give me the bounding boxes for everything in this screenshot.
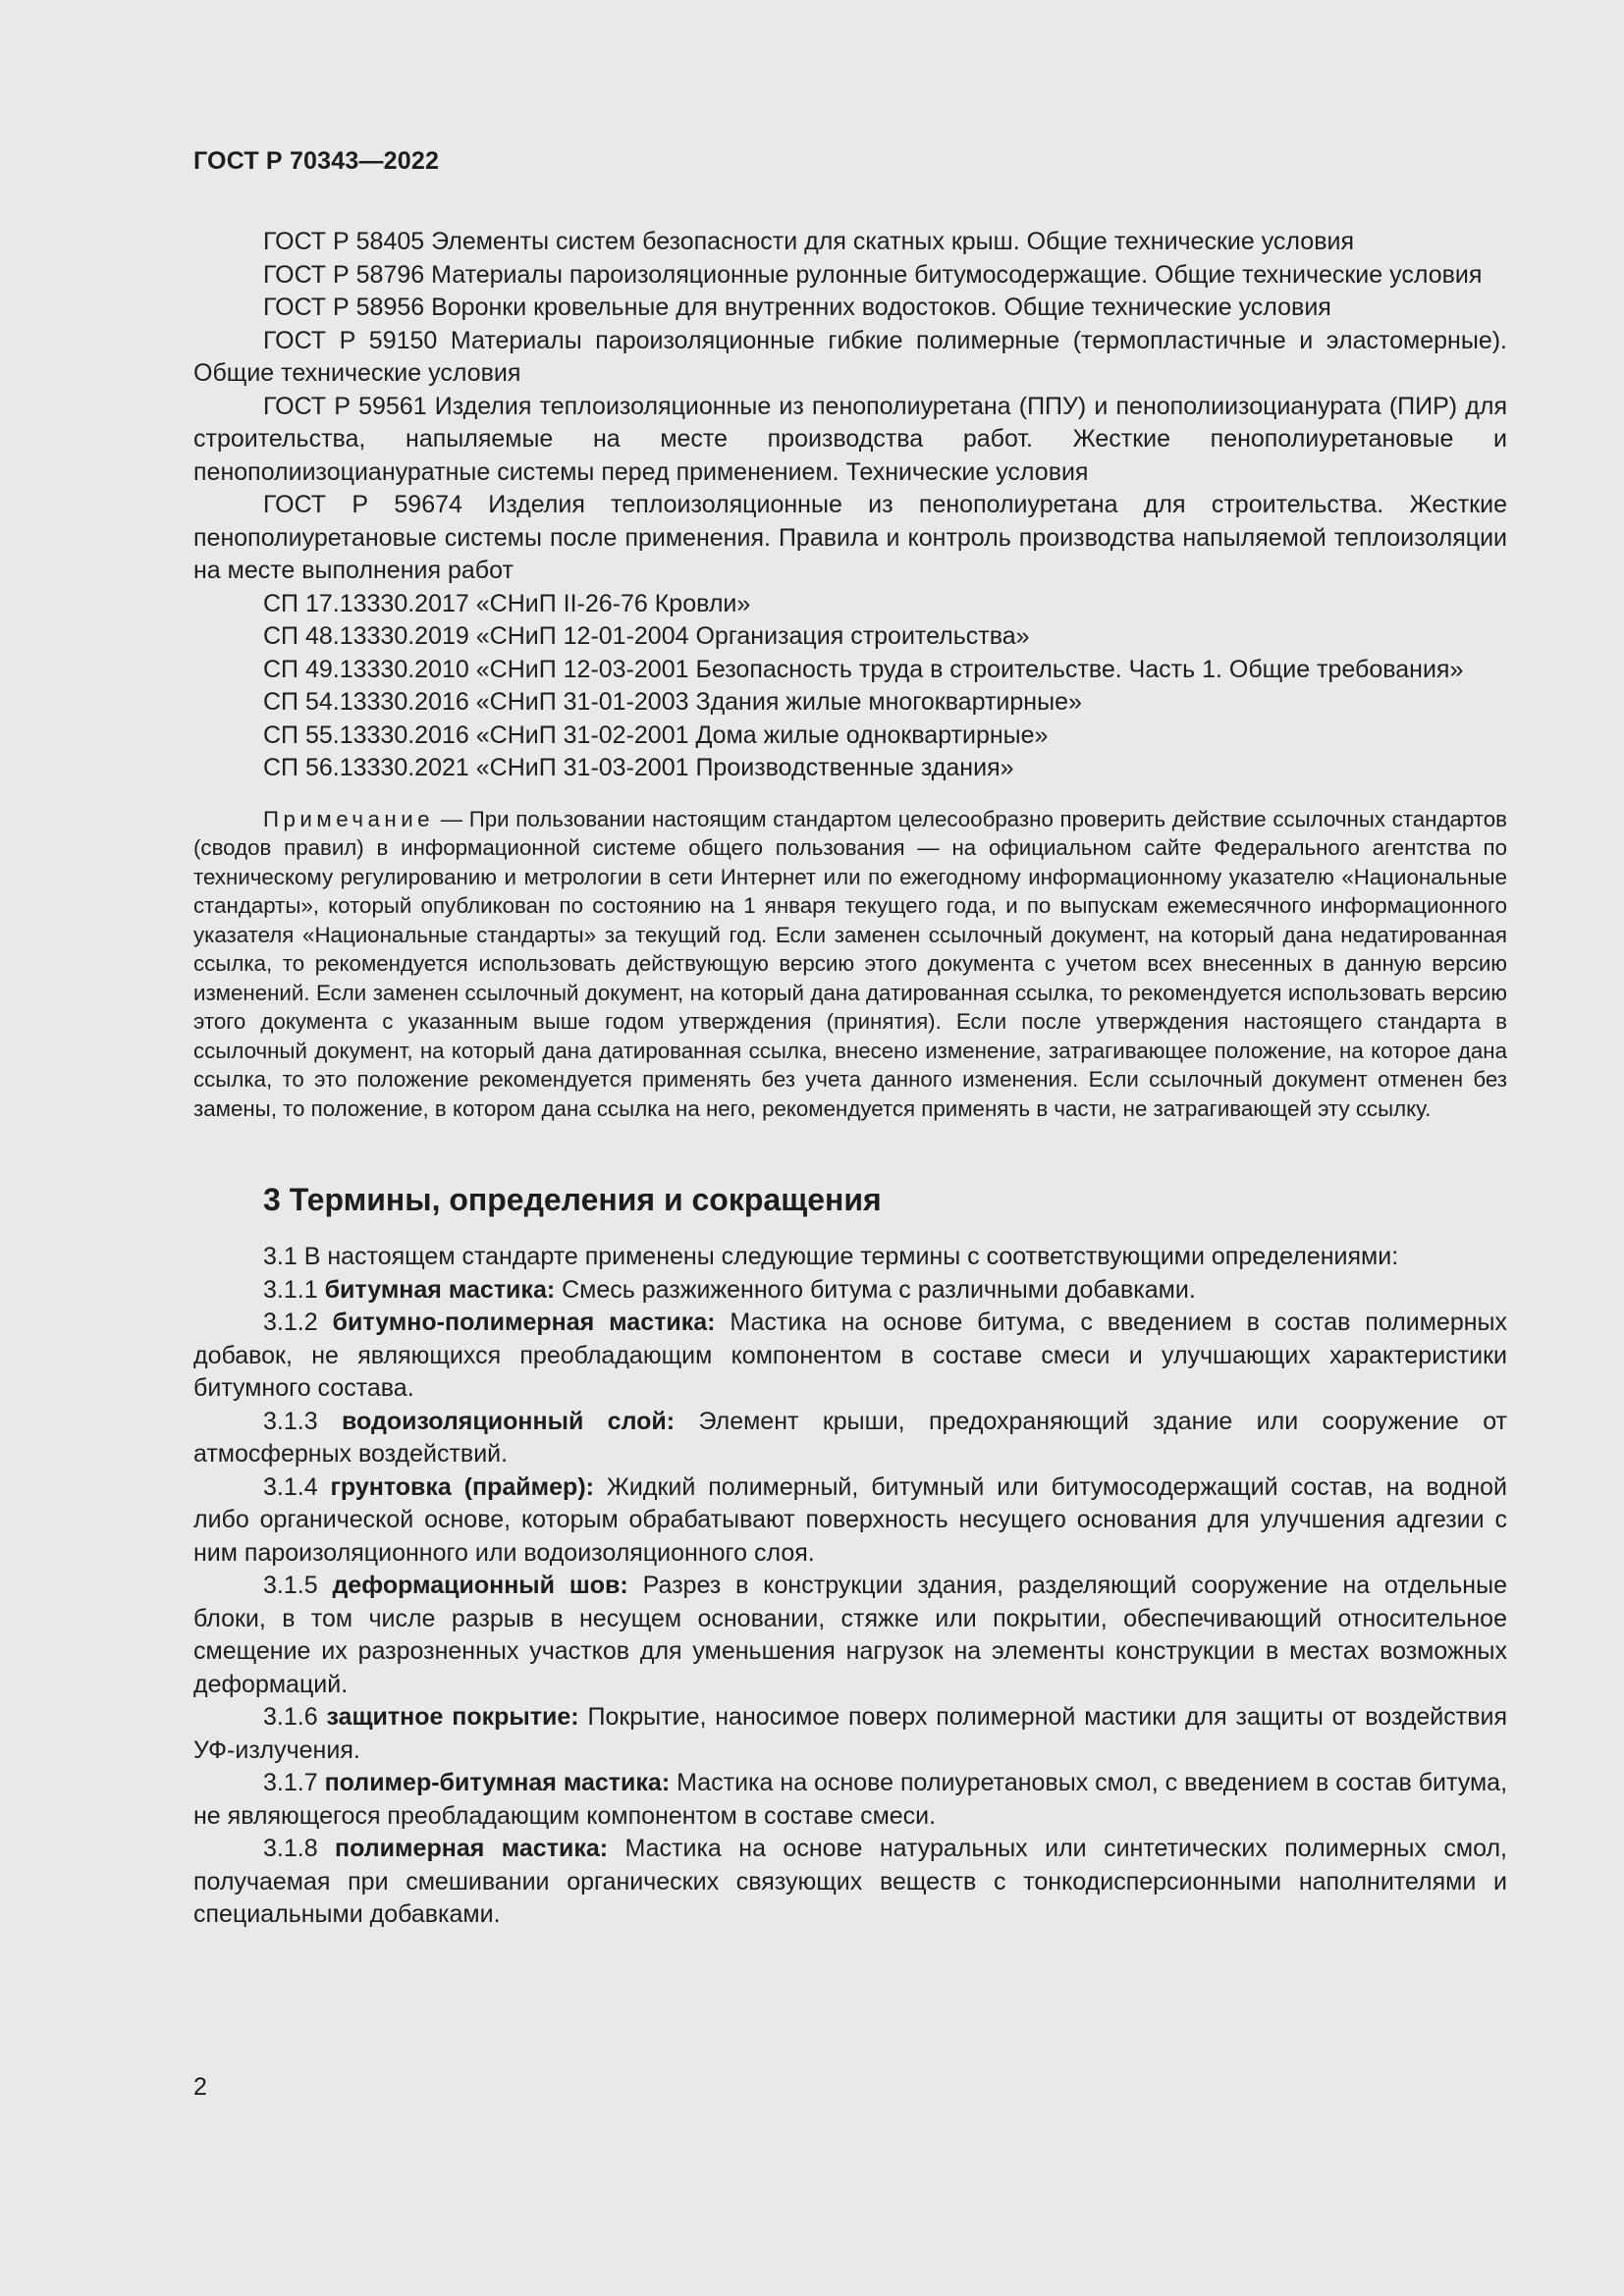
reference-item: ГОСТ Р 58796 Материалы пароизоляционные рулонные битумосодержащие. Общие технические условия [263, 260, 1483, 289]
reference-item: СП 49.13330.2010 «СНиП 12-03-2001 Безопасность труда в строительстве. Часть 1. Общие требования» [263, 655, 1464, 683]
term-number: 3.1.7 [263, 1769, 318, 1796]
term-def: Мастика на основе натуральных или синтетических полимерных смол, получаемая при смешивании органических связующих веществ с тонкодисперсионными наполнителями и специальными добавками. [193, 1835, 1507, 1928]
reference-item: ГОСТ Р 59674 Изделия теплоизоляционные из пенополиуретана для строительства. Жесткие пенополиуретановые системы после применения. Правила и контроль производства напыляемой теплоизоляции на месте выполнения работ [193, 491, 1507, 584]
term-name: полимер-битумная мастика: [324, 1769, 671, 1796]
note-paragraph [193, 805, 1507, 1124]
term-name: защитное покрытие: [326, 1703, 579, 1731]
term-definition [193, 1406, 1507, 1471]
term-name: полимерная мастика: [335, 1835, 609, 1862]
term-name: деформационный шов: [332, 1572, 628, 1599]
reference-item: СП 54.13330.2016 «СНиП 31-01-2003 Здания жилые многоквартирные» [263, 688, 1082, 716]
page-number: 2 [193, 2073, 207, 2101]
reference-item: ГОСТ Р 58405 Элементы систем безопасности для скатных крыш. Общие технические условия [263, 228, 1354, 255]
term-def: Элемент крыши, предохраняющий здание или сооружение от атмосферных воздействий. [193, 1407, 1508, 1468]
note-text: — При пользовании настоящим стандартом целесообразно проверить действие ссылочных стандартов (сводов правил) в информационной системе общего пользования — на официальном сайте Федерального агентства по техническому регулированию и метрологии в сети Интернет или по ежегодному информационному указателю «Национальные стандарты», который опубликован по состоянию на 1 января текущего года, и по выпускам ежемесячного информационного указателя «Национальные стандарты» за текущий год. Если заменен ссылочный документ, на который дана недатированная ссылка, то рекомендуется использовать действующую версию этого документа с учетом всех внесенных в данную версию изменений. Если заменен ссылочный документ, на который дана датированная ссылка, то рекомендуется использовать версию этого документа с указанным выше годом утверждения (принятия). Если после утверждения настоящего стандарта в ссылочный документ, на который дана датированная ссылка, внесено изменение, затрагивающее положение, на которое дана ссылка, то это положение рекомендуется применять без учета данного изменения. Если ссылочный документ отменен без замены, то положение, в котором дана ссылка на него, рекомендуется применять в части, не затрагивающей эту ссылку. [193, 806, 1507, 1121]
reference-item: ГОСТ Р 59150 Материалы пароизоляционные гибкие полимерные (термопластичные и эластомерные). Общие технические условия [193, 326, 1507, 387]
term-def: Мастика на основе битума, с введением в состав полимерных добавок, не являющихся преобладающим компонентом в составе смеси и улучшающих характеристики битумного состава. [193, 1308, 1508, 1402]
reference-item: СП 17.13330.2017 «СНиП II-26-76 Кровли» [263, 589, 751, 617]
term-def: Мастика на основе полиуретановых смол, с введением в состав битума, не являющегося преобладающим компонентом в составе смеси. [193, 1769, 1508, 1830]
term-name: битумная мастика: [324, 1275, 556, 1304]
term-def: Жидкий полимерный, битумный или битумосодержащий состав, на водной либо органической основе, которым обрабатывают поверхность несущего основания для улучшения адгезии с ним пароизоляционного или водоизоляционного слоя. [193, 1472, 1507, 1567]
references-list [193, 226, 1507, 785]
term-number: 3.1.2 [263, 1308, 318, 1336]
term-def: Покрытие, наносимое поверх полимерной мастики для защиты от воздействия УФ-излучения. [193, 1703, 1508, 1764]
term-number: 3.1.5 [263, 1572, 318, 1599]
term-def: Разрез в конструкции здания, разделяющий сооружение на отдельные блоки, в том числе разрыв в несущем основании, стяжке или покрытии, обеспечивающий относительное смещение их разрозненных участков для уменьшения нагрузок на элементы конструкции в местах возможных деформаций. [193, 1572, 1507, 1698]
reference-item: СП 48.13330.2019 «СНиП 12-01-2004 Организация строительства» [263, 622, 1030, 650]
term-definition [193, 1471, 1507, 1571]
content-area [193, 226, 1507, 1932]
term-name: водоизоляционный слой: [341, 1407, 676, 1435]
term-name: битумно-полимерная мастика: [332, 1308, 716, 1336]
term-definition [193, 1570, 1507, 1701]
reference-item: ГОСТ Р 58956 Воронки кровельные для внутренних водостоков. Общие технические условия [263, 294, 1331, 321]
section-intro: 3.1 В настоящем стандарте применены следующие термины с соответствующими определениями: [263, 1243, 1399, 1270]
term-number: 3.1.8 [263, 1835, 318, 1862]
term-definition [193, 1701, 1507, 1767]
term-definition [193, 1307, 1507, 1406]
term-number: 3.1.1 [263, 1275, 318, 1304]
reference-item: СП 56.13330.2021 «СНиП 31-03-2001 Производственные здания» [263, 754, 1014, 781]
term-number: 3.1.3 [263, 1407, 318, 1435]
term-name: грунтовка (праймер): [330, 1472, 594, 1501]
document-header: ГОСТ Р 70343—2022 [193, 147, 440, 175]
note-label: Примечание [263, 806, 435, 831]
reference-item: СП 55.13330.2016 «СНиП 31-02-2001 Дома жилые одноквартирные» [263, 721, 1049, 749]
term-definition [193, 1274, 1507, 1308]
term-definition [193, 1767, 1507, 1833]
term-number: 3.1.6 [263, 1703, 318, 1731]
term-definition [193, 1833, 1507, 1932]
reference-item: ГОСТ Р 59561 Изделия теплоизоляционные из пенополиуретана (ППУ) и пенополиизоцианурата (ПИР) для строительства, напыляемые на месте производства работ. Жесткие пенополиуретановые и пенополиизоциануратные системы перед применением. Технические условия [193, 392, 1507, 486]
term-number: 3.1.4 [263, 1472, 318, 1501]
section-title: 3 Термины, определения и сокращения [263, 1182, 882, 1217]
term-def: Смесь разжиженного битума с различными добавками. [562, 1275, 1196, 1304]
